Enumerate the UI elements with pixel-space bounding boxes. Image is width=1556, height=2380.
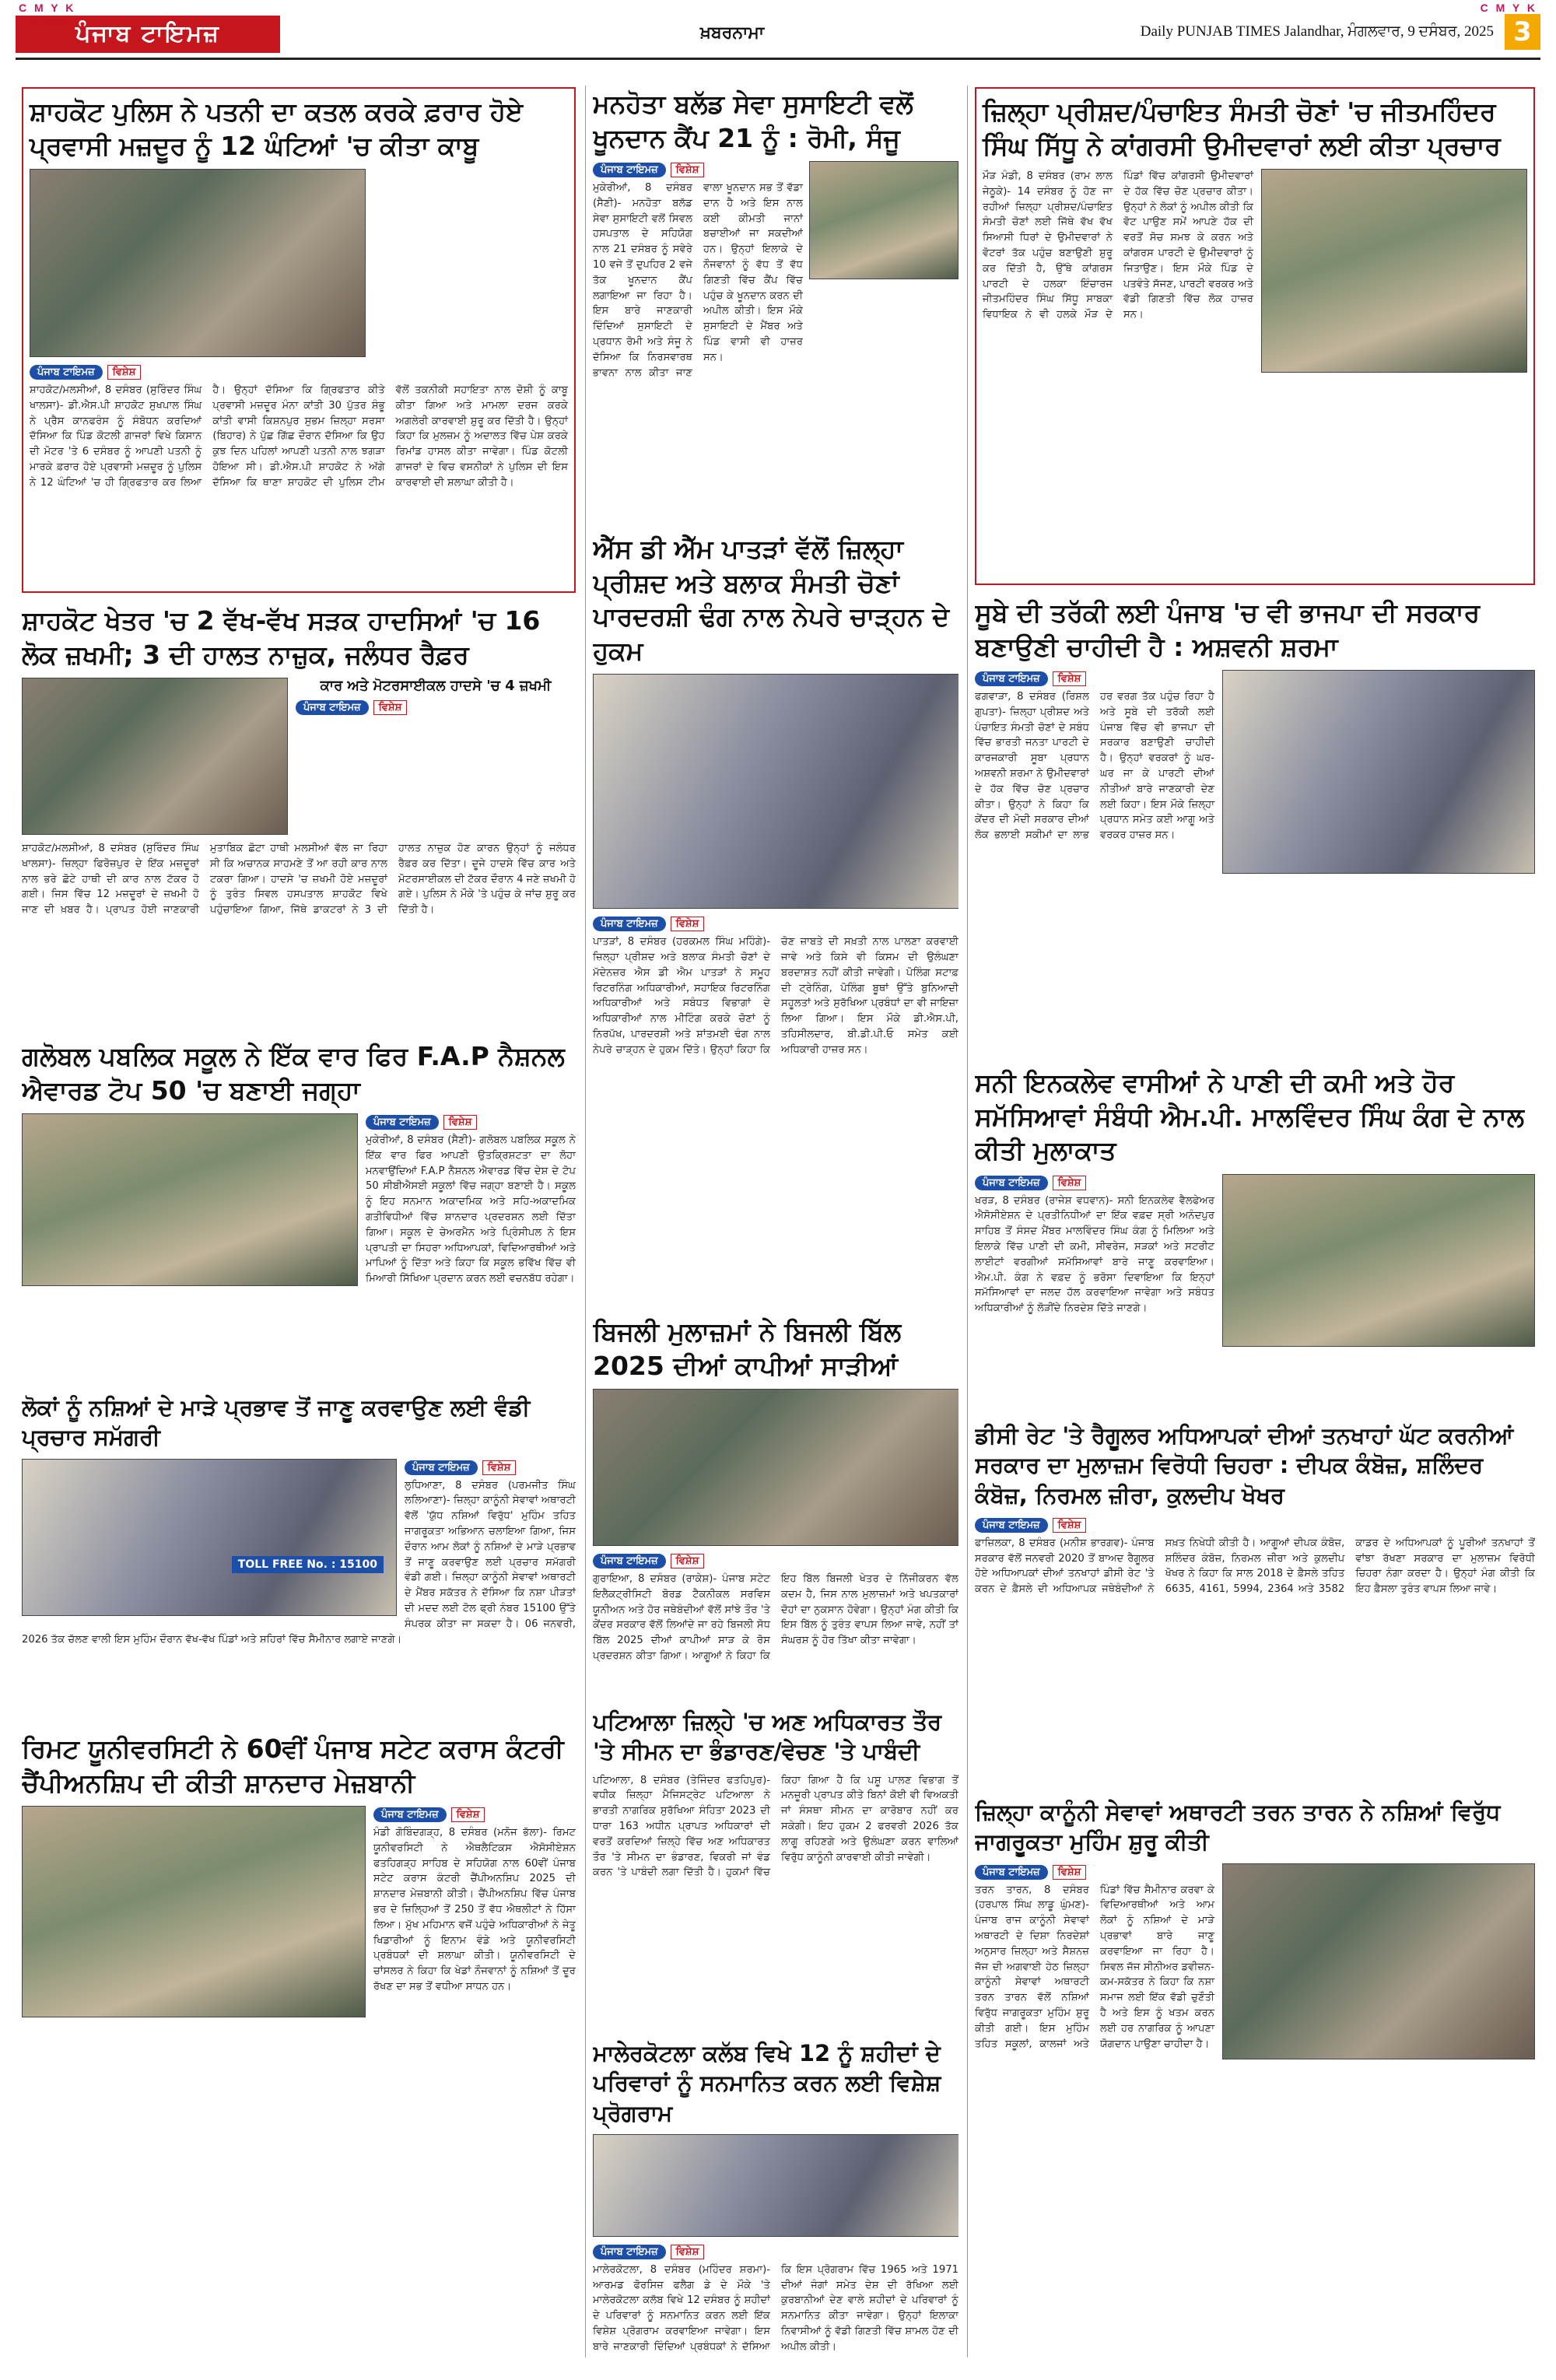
byline-tag: ਪੰਜਾਬ ਟਾਇਮਜ਼ ਵਿਸ਼ੇਸ਼ bbox=[593, 1555, 704, 1567]
story-body: ਮੁਕੇਰੀਆਂ, 8 ਦਸੰਬਰ (ਸੈਣੀ)- ਮਨਹੋਤਾ ਬਲੱਡ ਸੇਵਾ ਸੁਸਾਇਟੀ ਵਲੋਂ ਸਿਵਲ ਹਸਪਤਾਲ ਦੇ ਸਹਿਯੋਗ ਨਾਲ 21 ਦਸੰਬਰ ਨੂੰ ਸਵੇਰੇ 10 ਵਜੇ ਤੋਂ ਦੁਪਹਿਰ 2 ਵਜੇ ਤੱਕ ਖੂਨਦਾਨ ਕੈਂਪ ਲਗਾਇਆ ਜਾ ਰਿਹਾ ਹੈ। ਇਸ ਬਾਰੇ ਜਾਣਕਾਰੀ ਦਿੰਦਿਆਂ ਸੁਸਾਇਟੀ ਦੇ ਪ੍ਰਧਾਨ ਰੋਮੀ ਅਤੇ ਸੰਜੂ ਨੇ ਦੱਸਿਆ ਕਿ ਨਿਰਸਵਾਰਥ ਭਾਵਨਾ ਨਾਲ ਕੀਤਾ ਜਾਣ ਵਾਲਾ ਖੂਨਦਾਨ ਸਭ ਤੋਂ ਵੱਡਾ ਦਾਨ ਹੈ ਅਤੇ ਇਸ ਨਾਲ ਕਈ ਕੀਮਤੀ ਜਾਨਾਂ ਬਚਾਈਆਂ ਜਾ ਸਕਦੀਆਂ ਹਨ। ਉਨ੍ਹਾਂ ਇਲਾਕੇ ਦੇ ਨੌਜਵਾਨਾਂ ਨੂੰ ਵੱਧ ਤੋਂ ਵੱਧ ਗਿਣਤੀ ਵਿੱਚ ਕੈਂਪ ਵਿੱਚ ਪਹੁੰਚ ਕੇ ਖੂਨਦਾਨ ਕਰਨ ਦੀ ਅਪੀਲ ਕੀਤੀ। ਇਸ ਮੌਕੇ ਸੁਸਾਇਟੀ ਦੇ ਮੈਂਬਰ ਅਤੇ ਪਿੰਡ ਵਾਸੀ ਵੀ ਹਾਜ਼ਰ ਸਨ। bbox=[593, 182, 803, 379]
story-body: ਮੁਕੇਰੀਆਂ, 8 ਦਸੰਬਰ (ਸੈਣੀ)- ਗਲੋਬਲ ਪਬਲਿਕ ਸਕੂਲ ਨੇ ਇੱਕ ਵਾਰ ਫਿਰ ਆਪਣੀ ਉਤਕ੍ਰਿਸ਼ਟਤਾ ਦਾ ਲੋਹਾ ਮਨਵਾਉਂਦਿਆਂ F.A.P ਨੈਸ਼ਨਲ ਐਵਾਰਡ ਵਿੱਚ ਦੇਸ਼ ਦੇ ਟੋਪ 50 ਸੀਬੀਐਸਈ ਸਕੂਲਾਂ ਵਿੱਚ ਜਗ੍ਹਾ ਬਣਾਈ ਹੈ। ਸਕੂਲ ਨੂੰ ਇਹ ਸਨਮਾਨ ਅਕਾਦਮਿਕ ਅਤੇ ਸਹਿ-ਅਕਾਦਮਿਕ ਗਤੀਵਿਧੀਆਂ ਵਿੱਚ ਸ਼ਾਨਦਾਰ ਪ੍ਰਦਰਸ਼ਨ ਲਈ ਦਿੱਤਾ ਗਿਆ। ਸਕੂਲ ਦੇ ਚੇਅਰਮੈਨ ਅਤੇ ਪ੍ਰਿੰਸੀਪਲ ਨੇ ਇਸ ਪ੍ਰਾਪਤੀ ਦਾ ਸਿਹਰਾ ਅਧਿਆਪਕਾਂ, ਵਿਦਿਆਰਥੀਆਂ ਅਤੇ ਮਾਪਿਆਂ ਨੂੰ ਦਿੱਤਾ ਅਤੇ ਕਿਹਾ ਕਿ ਸਕੂਲ ਭਵਿੱਖ ਵਿੱਚ ਵੀ ਮਿਆਰੀ ਸਿੱਖਿਆ ਪ੍ਰਦਾਨ ਕਰਨ ਲਈ ਵਚਨਬੱਧ ਰਹੇਗਾ। bbox=[366, 1134, 576, 1285]
photo-organisers bbox=[809, 161, 958, 279]
story-body: ਪਾਤੜਾਂ, 8 ਦਸੰਬਰ (ਹਰਕਮਲ ਸਿੰਘ ਮਹਿੰਗੇ)- ਜ਼ਿਲ੍ਹਾ ਪ੍ਰੀਸ਼ਦ ਅਤੇ ਬਲਾਕ ਸੰਮਤੀ ਚੋਣਾਂ ਦੇ ਮੱਦੇਨਜ਼ਰ ਐਸ ਡੀ ਐਮ ਪਾਤੜਾਂ ਨੇ ਸਮੂਹ ਰਿਟਰਨਿੰਗ ਅਧਿਕਾਰੀਆਂ, ਸਹਾਇਕ ਰਿਟਰਨਿੰਗ ਅਧਿਕਾਰੀਆਂ ਅਤੇ ਸਬੰਧਤ ਵਿਭਾਗਾਂ ਦੇ ਅਧਿਕਾਰੀਆਂ ਨਾਲ ਮੀਟਿੰਗ ਕਰਕੇ ਚੋਣਾਂ ਨੂੰ ਨਿਰਪੱਖ, ਪਾਰਦਰਸ਼ੀ ਅਤੇ ਸ਼ਾਂਤਮਈ ਢੰਗ ਨਾਲ ਨੇਪਰੇ ਚਾੜ੍ਹਨ ਦੇ ਹੁਕਮ ਦਿੱਤੇ। ਉਨ੍ਹਾਂ ਕਿਹਾ ਕਿ ਚੋਣ ਜ਼ਾਬਤੇ ਦੀ ਸਖ਼ਤੀ ਨਾਲ ਪਾਲਣਾ ਕਰਵਾਈ ਜਾਵੇ ਅਤੇ ਕਿਸੇ ਵੀ ਕਿਸਮ ਦੀ ਉਲੰਘਣਾ ਬਰਦਾਸ਼ਤ ਨਹੀਂ ਕੀਤੀ ਜਾਵੇਗੀ। ਪੋਲਿੰਗ ਸਟਾਫ਼ ਦੀ ਟ੍ਰੇਨਿੰਗ, ਪੋਲਿੰਗ ਬੂਥਾਂ ਉੱਤੇ ਬੁਨਿਆਦੀ ਸਹੂਲਤਾਂ ਅਤੇ ਸੁਰੱਖਿਆ ਪ੍ਰਬੰਧਾਂ ਦਾ ਵੀ ਜਾਇਜ਼ਾ ਲਿਆ ਗਿਆ। ਇਸ ਮੌਕੇ ਡੀ.ਐਸ.ਪੀ, ਤਹਿਸੀਲਦਾਰ, ਬੀ.ਡੀ.ਪੀ.ਓ ਸਮੇਤ ਕਈ ਅਧਿਕਾਰੀ ਹਾਜ਼ਰ ਸਨ। bbox=[593, 936, 958, 1056]
story-shahkot-police bbox=[22, 87, 576, 593]
photo-organisers-meeting bbox=[593, 2134, 958, 2237]
story-body: ਗੁਰਾਇਆ, 8 ਦਸੰਬਰ (ਰਾਕੇਸ਼)- ਪੰਜਾਬ ਸਟੇਟ ਇਲੈਕਟ੍ਰੀਸਿਟੀ ਬੋਰਡ ਟੈਕਨੀਕਲ ਸਰਵਿਸ ਯੂਨੀਅਨ ਅਤੇ ਹੋਰ ਜਥੇਬੰਦੀਆਂ ਵੱਲੋਂ ਸਾਂਝੇ ਤੌਰ 'ਤੇ ਕੇਂਦਰ ਸਰਕਾਰ ਵੱਲੋਂ ਲਿਆਂਦੇ ਜਾ ਰਹੇ ਬਿਜਲੀ ਸੋਧ ਬਿੱਲ 2025 ਦੀਆਂ ਕਾਪੀਆਂ ਸਾੜ ਕੇ ਰੋਸ ਪ੍ਰਦਰਸ਼ਨ ਕੀਤਾ ਗਿਆ। ਆਗੂਆਂ ਨੇ ਕਿਹਾ ਕਿ ਇਹ ਬਿੱਲ ਬਿਜਲੀ ਖੇਤਰ ਦੇ ਨਿੱਜੀਕਰਨ ਵੱਲ ਕਦਮ ਹੈ, ਜਿਸ ਨਾਲ ਮੁਲਾਜ਼ਮਾਂ ਅਤੇ ਖਪਤਕਾਰਾਂ ਦੋਹਾਂ ਦਾ ਨੁਕਸਾਨ ਹੋਵੇਗਾ। ਉਨ੍ਹਾਂ ਮੰਗ ਕੀਤੀ ਕਿ ਇਸ ਬਿੱਲ ਨੂੰ ਤੁਰੰਤ ਵਾਪਸ ਲਿਆ ਜਾਵੇ, ਨਹੀਂ ਤਾਂ ਸੰਘਰਸ਼ ਨੂੰ ਹੋਰ ਤਿੱਖਾ ਕੀਤਾ ਜਾਵੇਗਾ। bbox=[593, 1573, 958, 1663]
photo-officials-meeting bbox=[593, 674, 958, 909]
logo-tagline: ਸਭ ਦਾ ਅਖਬਾਰ bbox=[20, 18, 72, 28]
story-body: ਮੌੜ ਮੰਡੀ, 8 ਦਸੰਬਰ (ਰਾਮ ਲਾਲ ਜੇਠੂਕੇ)- 14 ਦਸੰਬਰ ਨੂੰ ਹੋਣ ਜਾ ਰਹੀਆਂ ਜ਼ਿਲ੍ਹਾ ਪ੍ਰੀਸ਼ਦ/ਪੰਚਾਇਤ ਸੰਮਤੀ ਚੋਣਾਂ ਲਈ ਜਿੱਥੇ ਵੱਖ ਵੱਖ ਸਿਆਸੀ ਧਿਰਾਂ ਦੇ ਉਮੀਦਵਾਰਾਂ ਨੇ ਵੋਟਰਾਂ ਤੱਕ ਪਹੁੰਚ ਬਣਾਉਣੀ ਸ਼ੁਰੂ ਕਰ ਦਿੱਤੀ ਹੈ, ਉੱਥੇ ਕਾਂਗਰਸ ਪਾਰਟੀ ਦੇ ਹਲਕਾ ਇੰਚਾਰਜ ਜੀਤਮਹਿੰਦਰ ਸਿੰਘ ਸਿੱਧੂ ਸਾਬਕਾ ਵਿਧਾਇਕ ਨੇ ਵੀ ਹਲਕੇ ਮੌੜ ਦੇ ਪਿੰਡਾਂ ਵਿੱਚ ਕਾਂਗਰਸੀ ਉਮੀਦਵਾਰਾਂ ਦੇ ਹੱਕ ਵਿੱਚ ਚੋਣ ਪ੍ਰਚਾਰ ਕੀਤਾ। ਉਨ੍ਹਾਂ ਨੇ ਲੋਕਾਂ ਨੂੰ ਅਪੀਲ ਕੀਤੀ ਕਿ ਵੋਟ ਪਾਉਣ ਸਮੇਂ ਆਪਣੇ ਹੱਕ ਦੀ ਵਰਤੋਂ ਸੋਚ ਸਮਝ ਕੇ ਕਰਨ ਅਤੇ ਕਾਂਗਰਸ ਪਾਰਟੀ ਦੇ ਉਮੀਦਵਾਰਾਂ ਨੂੰ ਜਿਤਾਉਣ। ਇਸ ਮੌਕੇ ਪਿੰਡ ਦੇ ਪਤਵੰਤੇ ਸੱਜਣ, ਪਾਰਟੀ ਵਰਕਰ ਅਤੇ ਵੱਡੀ ਗਿਣਤੀ ਵਿੱਚ ਲੋਕ ਹਾਜ਼ਰ ਸਨ। bbox=[983, 170, 1253, 321]
headline: ਡੀਸੀ ਰੇਟ 'ਤੇ ਰੈਗੂਲਰ ਅਧਿਆਪਕਾਂ ਦੀਆਂ ਤਨਖਾਹਾਂ ਘੱਟ ਕਰਨੀਆਂ ਸਰਕਾਰ ਦਾ ਮੁਲਾਜ਼ਮ ਵਿਰੋਧੀ ਚਿਹਰਾ : ਦੀਪਕ ਕੰਬੋਜ਼, ਸ਼ਲਿੰਦਰ ਕੰਬੋਜ਼, ਨਿਰਮਲ ਜ਼ੀਰਾ, ਕੁਲਦੀਪ ਖੋਖਰ bbox=[975, 1422, 1514, 1509]
byline-tag: ਪੰਜਾਬ ਟਾਇਮਜ਼ ਵਿਸ਼ੇਸ਼ bbox=[593, 164, 704, 176]
story-body: ਮੰਡੀ ਗੋਬਿੰਦਗੜ੍ਹ, 8 ਦਸੰਬਰ (ਮਨੋਜ ਭੱਲਾ)- ਰਿਮਟ ਯੂਨੀਵਰਸਿਟੀ ਨੇ ਐਥਲੈਟਿਕਸ ਐਸੋਸੀਏਸ਼ਨ ਫਤਹਿਗੜ੍ਹ ਸਾਹਿਬ ਦੇ ਸਹਿਯੋਗ ਨਾਲ 60ਵੀਂ ਪੰਜਾਬ ਸਟੇਟ ਕਰਾਸ ਕੰਟਰੀ ਚੈਂਪੀਅਨਸ਼ਿਪ 2025 ਦੀ ਸ਼ਾਨਦਾਰ ਮੇਜ਼ਬਾਨੀ ਕੀਤੀ। ਚੈਂਪੀਅਨਸ਼ਿਪ ਵਿੱਚ ਪੰਜਾਬ ਭਰ ਦੇ ਜ਼ਿਲ੍ਹਿਆਂ ਤੋਂ 250 ਤੋਂ ਵੱਧ ਐਥਲੀਟਾਂ ਨੇ ਹਿੱਸਾ ਲਿਆ। ਮੁੱਖ ਮਹਿਮਾਨ ਵਜੋਂ ਪਹੁੰਚੇ ਅਧਿਕਾਰੀਆਂ ਨੇ ਜੇਤੂ ਖਿਡਾਰੀਆਂ ਨੂੰ ਇਨਾਮ ਵੰਡੇ ਅਤੇ ਯੂਨੀਵਰਸਿਟੀ ਪ੍ਰਬੰਧਕਾਂ ਦੀ ਸ਼ਲਾਘਾ ਕੀਤੀ। ਯੂਨੀਵਰਸਿਟੀ ਦੇ ਚਾਂਸਲਰ ਨੇ ਕਿਹਾ ਕਿ ਖੇਡਾਂ ਨੌਜਵਾਨਾਂ ਨੂੰ ਨਸ਼ਿਆਂ ਤੋਂ ਦੂਰ ਰੱਖਣ ਦਾ ਸਭ ਤੋਂ ਵਧੀਆ ਸਾਧਨ ਹਨ। bbox=[373, 1827, 576, 1993]
story-body: ਸ਼ਾਹਕੋਟ/ਮਲਸੀਆਂ, 8 ਦਸੰਬਰ (ਸੁਰਿੰਦਰ ਸਿੰਘ ਖਾਲਸਾ)- ਜ਼ਿਲ੍ਹਾ ਫਿਰੋਜ਼ਪੁਰ ਦੇ ਇੱਕ ਮਜ਼ਦੂਰਾਂ ਨਾਲ ਭਰੇ ਛੋਟੇ ਹਾਥੀ ਦੀ ਕਾਰ ਨਾਲ ਟੱਕਰ ਹੋ ਗਈ। ਜਿਸ ਵਿੱਚ 12 ਮਜ਼ਦੂਰਾਂ ਦੇ ਜ਼ਖਮੀ ਹੋ ਜਾਣ ਦੀ ਖ਼ਬਰ ਹੈ। ਪ੍ਰਾਪਤ ਹੋਈ ਜਾਣਕਾਰੀ ਮੁਤਾਬਿਕ ਛੋਟਾ ਹਾਥੀ ਮਲਸੀਆਂ ਵੱਲ ਜਾ ਰਿਹਾ ਸੀ ਕਿ ਅਚਾਨਕ ਸਾਹਮਣੇ ਤੋਂ ਆ ਰਹੀ ਕਾਰ ਨਾਲ ਟਕਰਾ ਗਿਆ। ਹਾਦਸੇ 'ਚ ਜ਼ਖਮੀ ਹੋਏ ਮਜ਼ਦੂਰਾਂ ਨੂੰ ਤੁਰੰਤ ਸਿਵਲ ਹਸਪਤਾਲ ਸ਼ਾਹਕੋਟ ਵਿਖੇ ਪਹੁੰਚਾਇਆ ਗਿਆ, ਜਿੱਥੇ ਡਾਕਟਰਾਂ ਨੇ 3 ਦੀ ਹਾਲਤ ਨਾਜ਼ੁਕ ਹੋਣ ਕਾਰਨ ਉਨ੍ਹਾਂ ਨੂੰ ਜਲੰਧਰ ਰੈਫ਼ਰ ਕਰ ਦਿੱਤਾ। ਦੂਜੇ ਹਾਦਸੇ ਵਿੱਚ ਕਾਰ ਅਤੇ ਮੋਟਰਸਾਈਕਲ ਦੀ ਟੱਕਰ ਦੌਰਾਨ 4 ਜਣੇ ਜ਼ਖਮੀ ਹੋ ਗਏ। ਪੁਲਿਸ ਨੇ ਮੌਕੇ 'ਤੇ ਪਹੁੰਚ ਕੇ ਜਾਂਚ ਸ਼ੁਰੂ ਕਰ ਦਿੱਤੀ ਹੈ। bbox=[22, 843, 576, 917]
section-name: ਖ਼ਬਰਨਾਮਾ bbox=[700, 23, 765, 43]
headline: ਜ਼ਿਲ੍ਹਾ ਪ੍ਰੀਸ਼ਦ/ਪੰਚਾਇਤ ਸੰਮਤੀ ਚੋਣਾਂ 'ਚ ਜੀਤਮਹਿੰਦਰ ਸਿੰਘ ਸਿੱਧੂ ਨੇ ਕਾਂਗਰਸੀ ਉਮੀਦਵਾਰਾਂ ਲਈ ਕੀਤਾ ਪ੍ਰਚਾਰ bbox=[983, 96, 1501, 161]
headline: ਸ਼ਾਹਕੋਟ ਪੁਲਿਸ ਨੇ ਪਤਨੀ ਦਾ ਕਤਲ ਕਰਕੇ ਫ਼ਰਾਰ ਹੋਏ ਪ੍ਰਵਾਸੀ ਮਜ਼ਦੂਰ ਨੂੰ 12 ਘੰਟਿਆਂ 'ਚ ਕੀਤਾ ਕਾਬੂ bbox=[30, 96, 523, 161]
headline: ਰਿਮਟ ਯੂਨੀਵਰਸਿਟੀ ਨੇ 60ਵੀਂ ਪੰਜਾਬ ਸਟੇਟ ਕਰਾਸ ਕੰਟਰੀ ਚੈਂਪੀਅਨਸ਼ਿਪ ਦੀ ਕੀਤੀ ਸ਼ਾਨਦਾਰ ਮੇਜ਼ਬਾਨੀ bbox=[22, 1733, 564, 1798]
byline-tag: ਪੰਜਾਬ ਟਾਇਮਜ਼ ਵਿਸ਼ੇਸ਼ bbox=[593, 918, 704, 930]
cmyk-marks-left: C M Y K bbox=[19, 2, 76, 14]
story-global-public-school bbox=[22, 1039, 576, 1382]
cmyk-marks-right: C M Y K bbox=[1480, 2, 1537, 14]
byline-tag: ਪੰਜਾਬ ਟਾਇਮਜ਼ ਵਿਸ਼ੇਸ਼ bbox=[30, 366, 141, 378]
photo-delegation-meeting bbox=[1222, 1174, 1535, 1347]
headline: ਪਟਿਆਲਾ ਜ਼ਿਲ੍ਹੇ 'ਚ ਅਣ ਅਧਿਕਾਰਤ ਤੌਰ 'ਤੇ ਸੀਮਨ ਦਾ ਭੰਡਾਰਣ/ਵੇਚਣ 'ਤੇ ਪਾਬੰਦੀ bbox=[593, 1709, 942, 1765]
headline: ਮਾਲੇਰਕੋਟਲਾ ਕਲੱਬ ਵਿਖੇ 12 ਨੂੰ ਸ਼ਹੀਦਾਂ ਦੇ ਪਰਿਵਾਰਾਂ ਨੂੰ ਸਨਮਾਨਿਤ ਕਰਨ ਲਈ ਵਿਸ਼ੇਸ਼ ਪ੍ਰੋਗਰਾਮ bbox=[593, 2040, 941, 2126]
story-sdm-patran-elections bbox=[593, 532, 958, 1302]
page-number: 3 bbox=[1505, 14, 1540, 50]
byline-tag: ਪੰਜਾਬ ਟਾਇਮਜ਼ ਵਿਸ਼ੇਸ਼ bbox=[373, 1809, 485, 1821]
byline-tag: ਪੰਜਾਬ ਟਾਇਮਜ਼ ਵਿਸ਼ੇਸ਼ bbox=[975, 1519, 1086, 1531]
photo-bjp-meeting bbox=[1222, 670, 1535, 874]
headline: ਸੂਬੇ ਦੀ ਤਰੱਕੀ ਲਈ ਪੰਜਾਬ 'ਚ ਵੀ ਭਾਜਪਾ ਦੀ ਸਰਕਾਰ ਬਣਾਉਣੀ ਚਾਹੀਦੀ ਹੈ : ਅਸ਼ਵਨੀ ਸ਼ਰਮਾ bbox=[975, 598, 1481, 662]
story-tarn-taran-legal-services bbox=[975, 1797, 1535, 2357]
story-electricity-bill-protest bbox=[593, 1315, 958, 1696]
masthead bbox=[16, 14, 1540, 60]
toll-free-banner: TOLL FREE No. : 15100 bbox=[232, 1556, 384, 1573]
dateline: Daily PUNJAB TIMES Jalandhar, ਮੰਗਲਵਾਰ, 9 ਦਸੰਬਰ, 2025 bbox=[1140, 23, 1494, 40]
byline-tag: ਪੰਜਾਬ ਟਾਇਮਜ਼ ਵਿਸ਼ੇਸ਼ bbox=[296, 702, 407, 713]
headline: ਬਿਜਲੀ ਮੁਲਾਜ਼ਮਾਂ ਨੇ ਬਿਜਲੀ ਬਿੱਲ 2025 ਦੀਆਂ ਕਾਪੀਆਂ ਸਾੜੀਆਂ bbox=[593, 1316, 902, 1381]
story-malerkotla-martyrs bbox=[593, 2038, 958, 2357]
headline: ਸ਼ਾਹਕੋਟ ਖੇਤਰ 'ਚ 2 ਵੱਖ-ਵੱਖ ਸੜਕ ਹਾਦਸਿਆਂ 'ਚ 16 ਲੋਕ ਜ਼ਖਮੀ; 3 ਦੀ ਹਾਲਤ ਨਾਜ਼ੁਕ, ਜਲੰਧਰ ਰੈਫ਼ਰ bbox=[22, 605, 541, 670]
story-body: ਪਟਿਆਲਾ, 8 ਦਸੰਬਰ (ਤੇਜਿੰਦਰ ਫਤਹਿਪੁਰ)- ਵਧੀਕ ਜ਼ਿਲ੍ਹਾ ਮੈਜਿਸਟ੍ਰੇਟ ਪਟਿਆਲਾ ਨੇ ਭਾਰਤੀ ਨਾਗਰਿਕ ਸੁਰੱਖਿਆ ਸੰਹਿਤਾ 2023 ਦੀ ਧਾਰਾ 163 ਅਧੀਨ ਪ੍ਰਾਪਤ ਅਧਿਕਾਰਾਂ ਦੀ ਵਰਤੋਂ ਕਰਦਿਆਂ ਜ਼ਿਲ੍ਹੇ ਵਿੱਚ ਅਣ ਅਧਿਕਾਰਤ ਤੌਰ 'ਤੇ ਸੀਮਨ ਦਾ ਭੰਡਾਰਣ, ਵਿਕਰੀ ਜਾਂ ਵੰਡ ਕਰਨ 'ਤੇ ਪਾਬੰਦੀ ਲਗਾ ਦਿੱਤੀ ਹੈ। ਹੁਕਮਾਂ ਵਿੱਚ ਕਿਹਾ ਗਿਆ ਹੈ ਕਿ ਪਸ਼ੂ ਪਾਲਣ ਵਿਭਾਗ ਤੋਂ ਮਨਜ਼ੂਰੀ ਪ੍ਰਾਪਤ ਕੀਤੇ ਬਿਨਾਂ ਕੋਈ ਵੀ ਵਿਅਕਤੀ ਜਾਂ ਸੰਸਥਾ ਸੀਮਨ ਦਾ ਕਾਰੋਬਾਰ ਨਹੀਂ ਕਰ ਸਕੇਗੀ। ਇਹ ਹੁਕਮ 2 ਫਰਵਰੀ 2026 ਤੱਕ ਲਾਗੂ ਰਹਿਣਗੇ ਅਤੇ ਉਲੰਘਣਾ ਕਰਨ ਵਾਲਿਆਂ ਵਿਰੁੱਧ ਕਾਨੂੰਨੀ ਕਾਰਵਾਈ ਕੀਤੀ ਜਾਵੇਗੀ। bbox=[593, 1774, 958, 1879]
story-blood-donation-camp bbox=[593, 87, 958, 523]
headline: ਸਨੀ ਇਨਕਲੇਵ ਵਾਸੀਆਂ ਨੇ ਪਾਣੀ ਦੀ ਕਮੀ ਅਤੇ ਹੋਰ ਸਮੱਸਿਆਵਾਂ ਸੰਬੰਧੀ ਐਮ.ਪੀ. ਮਾਲਵਿੰਦਰ ਸਿੰਘ ਕੰਗ ਦੇ ਨਾਲ ਕੀਤੀ ਮੁਲਾਕਾਤ bbox=[975, 1067, 1525, 1166]
photo-seminar-students bbox=[1222, 1863, 1535, 2059]
byline-tag: ਪੰਜਾਬ ਟਾਇਮਜ਼ ਵਿਸ਼ੇਸ਼ bbox=[366, 1116, 477, 1128]
story-body: ਫਾਜ਼ਿਲਕਾ, 8 ਦਸੰਬਰ (ਮਨੀਸ਼ ਭਾਰਗਵ)- ਪੰਜਾਬ ਸਰਕਾਰ ਵੱਲੋਂ ਜਨਵਰੀ 2020 ਤੋਂ ਬਾਅਦ ਰੈਗੂਲਰ ਹੋਏ ਅਧਿਆਪਕਾਂ ਦੀਆਂ ਤਨਖਾਹਾਂ ਡੀਸੀ ਰੇਟ 'ਤੇ ਕਰਨ ਦੇ ਫ਼ੈਸਲੇ ਦੀ ਅਧਿਆਪਕ ਜਥੇਬੰਦੀਆਂ ਨੇ ਸਖ਼ਤ ਨਿਖੇਧੀ ਕੀਤੀ ਹੈ। ਆਗੂਆਂ ਦੀਪਕ ਕੰਬੋਜ਼, ਸ਼ਲਿੰਦਰ ਕੰਬੋਜ਼, ਨਿਰਮਲ ਜ਼ੀਰਾ ਅਤੇ ਕੁਲਦੀਪ ਖੋਖਰ ਨੇ ਕਿਹਾ ਕਿ ਸਾਲ 2018 ਦੇ ਫ਼ੈਸਲੇ ਤਹਿਤ 6635, 4161, 5994, 2364 ਅਤੇ 3582 ਕਾਡਰ ਦੇ ਅਧਿਆਪਕਾਂ ਨੂੰ ਪੂਰੀਆਂ ਤਨਖਾਹਾਂ ਤੋਂ ਵਾਂਝਾ ਰੱਖਣਾ ਸਰਕਾਰ ਦਾ ਮੁਲਾਜ਼ਮ ਵਿਰੋਧੀ ਚਿਹਰਾ ਨੰਗਾ ਕਰਦਾ ਹੈ। ਉਨ੍ਹਾਂ ਮੰਗ ਕੀਤੀ ਕਿ ਇਹ ਫ਼ੈਸਲਾ ਤੁਰੰਤ ਵਾਪਸ ਲਿਆ ਜਾਵੇ। bbox=[975, 1537, 1535, 1596]
story-body: ਖਰੜ, 8 ਦਸੰਬਰ (ਰਾਜੇਸ਼ ਵਧਵਾਨ)- ਸਨੀ ਇਨਕਲੇਵ ਵੈਲਫੇਅਰ ਐਸੋਸੀਏਸ਼ਨ ਦੇ ਪ੍ਰਤੀਨਿਧੀਆਂ ਦਾ ਇੱਕ ਵਫ਼ਦ ਸ੍ਰੀ ਅਨੰਦਪੁਰ ਸਾਹਿਬ ਤੋਂ ਸੰਸਦ ਮੈਂਬਰ ਮਾਲਵਿੰਦਰ ਸਿੰਘ ਕੰਗ ਨੂੰ ਮਿਲਿਆ ਅਤੇ ਇਲਾਕੇ ਵਿੱਚ ਪਾਣੀ ਦੀ ਕਮੀ, ਸੀਵਰੇਜ, ਸੜਕਾਂ ਅਤੇ ਸਟਰੀਟ ਲਾਈਟਾਂ ਵਰਗੀਆਂ ਸਮੱਸਿਆਵਾਂ ਬਾਰੇ ਜਾਣੂ ਕਰਵਾਇਆ। ਐਮ.ਪੀ. ਕੰਗ ਨੇ ਵਫ਼ਦ ਨੂੰ ਭਰੋਸਾ ਦਿਵਾਇਆ ਕਿ ਇਨ੍ਹਾਂ ਸਮੱਸਿਆਵਾਂ ਦਾ ਜਲਦ ਹੱਲ ਕਰਵਾਇਆ ਜਾਵੇਗਾ ਅਤੇ ਸਬੰਧਤ ਅਧਿਕਾਰੀਆਂ ਨੂੰ ਲੋੜੀਂਦੇ ਨਿਰਦੇਸ਼ ਦਿੱਤੇ ਜਾਣਗੇ। bbox=[975, 1194, 1214, 1315]
story-shahkot-road-accidents bbox=[22, 604, 576, 1028]
photo-employees-protest bbox=[593, 1389, 958, 1546]
byline-tag: ਪੰਜਾਬ ਟਾਇਮਜ਼ ਵਿਸ਼ੇਸ਼ bbox=[593, 2246, 704, 2258]
byline-tag: ਪੰਜਾਬ ਟਾਇਮਜ਼ ਵਿਸ਼ੇਸ਼ bbox=[975, 1177, 1086, 1189]
story-body: ਫਗਵਾੜਾ, 8 ਦਸੰਬਰ (ਰਿਸ਼ਲ ਗੁਪਤਾ)- ਜ਼ਿਲ੍ਹਾ ਪ੍ਰੀਸ਼ਦ ਅਤੇ ਪੰਚਾਇਤ ਸੰਮਤੀ ਚੋਣਾਂ ਦੇ ਸਬੰਧ ਵਿੱਚ ਭਾਰਤੀ ਜਨਤਾ ਪਾਰਟੀ ਦੇ ਕਾਰਜਕਾਰੀ ਸੂਬਾ ਪ੍ਰਧਾਨ ਅਸ਼ਵਨੀ ਸ਼ਰਮਾ ਨੇ ਉਮੀਦਵਾਰਾਂ ਦੇ ਹੱਕ ਵਿੱਚ ਚੋਣ ਪ੍ਰਚਾਰ ਕੀਤਾ। ਉਨ੍ਹਾਂ ਨੇ ਕਿਹਾ ਕਿ ਕੇਂਦਰ ਦੀ ਮੋਦੀ ਸਰਕਾਰ ਦੀਆਂ ਲੋਕ ਭਲਾਈ ਸਕੀਮਾਂ ਦਾ ਲਾਭ ਹਰ ਵਰਗ ਤੱਕ ਪਹੁੰਚ ਰਿਹਾ ਹੈ ਅਤੇ ਸੂਬੇ ਦੀ ਤਰੱਕੀ ਲਈ ਪੰਜਾਬ ਵਿੱਚ ਵੀ ਭਾਜਪਾ ਦੀ ਸਰਕਾਰ ਬਣਾਉਣੀ ਚਾਹੀਦੀ ਹੈ। ਉਨ੍ਹਾਂ ਵਰਕਰਾਂ ਨੂੰ ਘਰ-ਘਰ ਜਾ ਕੇ ਪਾਰਟੀ ਦੀਆਂ ਨੀਤੀਆਂ ਬਾਰੇ ਜਾਣਕਾਰੀ ਦੇਣ ਲਈ ਕਿਹਾ। ਇਸ ਮੌਕੇ ਜ਼ਿਲ੍ਹਾ ਪ੍ਰਧਾਨ ਸਮੇਤ ਕਈ ਆਗੂ ਅਤੇ ਵਰਕਰ ਹਾਜ਼ਰ ਸਨ। bbox=[975, 691, 1214, 842]
headline: ਮਨਹੋਤਾ ਬਲੱਡ ਸੇਵਾ ਸੁਸਾਇਟੀ ਵਲੋਂ ਖੂਨਦਾਨ ਕੈਂਪ 21 ਨੂੰ : ਰੋਮੀ, ਸੰਜੂ bbox=[593, 89, 913, 153]
headline: ਜ਼ਿਲ੍ਹਾ ਕਾਨੂੰਨੀ ਸੇਵਾਵਾਂ ਅਥਾਰਟੀ ਤਰਨ ਤਾਰਨ ਨੇ ਨਸ਼ਿਆਂ ਵਿਰੁੱਧ ਜਾਗਰੂਕਤਾ ਮੁਹਿੰਮ ਸ਼ੁਰੂ ਕੀਤੀ bbox=[975, 1799, 1501, 1856]
headline: ਗਲੋਬਲ ਪਬਲਿਕ ਸਕੂਲ ਨੇ ਇੱਕ ਵਾਰ ਫਿਰ F.A.P ਨੈਸ਼ਨਲ ਐਵਾਰਡ ਟੋਪ 50 'ਚ ਬਣਾਈ ਜਗ੍ਹਾ bbox=[22, 1041, 565, 1106]
photo-awareness-banner bbox=[22, 1459, 397, 1616]
photo-prize-distribution bbox=[22, 1806, 366, 2017]
story-anti-drug-material bbox=[22, 1393, 576, 1719]
subhead: ਕਾਰ ਅਤੇ ਮੋਟਰਸਾਈਕਲ ਹਾਦਸੇ 'ਚ 4 ਜ਼ਖਮੀ bbox=[320, 678, 552, 695]
column-rule bbox=[967, 86, 968, 2357]
byline-tag: ਪੰਜਾਬ ਟਾਇਮਜ਼ ਵਿਸ਼ੇਸ਼ bbox=[975, 1866, 1086, 1878]
story-rimt-cross-country bbox=[22, 1732, 576, 2354]
column-rule bbox=[585, 86, 586, 2357]
photo-injured-hospital bbox=[22, 678, 288, 835]
newspaper-logo bbox=[16, 16, 280, 53]
story-body: ਲੁਧਿਆਣਾ, 8 ਦਸੰਬਰ (ਪਰਮਜੀਤ ਸਿੰਘ ਲਲਿਆਣਾ)- ਜ਼ਿਲ੍ਹਾ ਕਾਨੂੰਨੀ ਸੇਵਾਵਾਂ ਅਥਾਰਟੀ ਵੱਲੋਂ 'ਯੁੱਧ ਨਸ਼ਿਆਂ ਵਿਰੁੱਧ' ਮੁਹਿੰਮ ਤਹਿਤ ਜਾਗਰੂਕਤਾ ਅਭਿਆਨ ਚਲਾਇਆ ਗਿਆ, ਜਿਸ ਦੌਰਾਨ ਆਮ ਲੋਕਾਂ ਨੂੰ ਨਸ਼ਿਆਂ ਦੇ ਮਾੜੇ ਪ੍ਰਭਾਵ ਤੋਂ ਜਾਣੂ ਕਰਵਾਉਣ ਲਈ ਪ੍ਰਚਾਰ ਸਮੱਗਰੀ ਵੰਡੀ ਗਈ। ਜ਼ਿਲ੍ਹਾ ਕਾਨੂੰਨੀ ਸੇਵਾਵਾਂ ਅਥਾਰਟੀ ਦੇ ਮੈਂਬਰ ਸਕੱਤਰ ਨੇ ਦੱਸਿਆ ਕਿ ਨਸ਼ਾ ਪੀੜਤਾਂ ਦੀ ਮਦਦ ਲਈ ਟੋਲ ਫ੍ਰੀ ਨੰਬਰ 15100 ਉੱਤੇ ਸੰਪਰਕ ਕੀਤਾ ਜਾ ਸਕਦਾ ਹੈ। 06 ਜਨਵਰੀ, 2026 ਤੱਕ ਚੱਲਣ ਵਾਲੀ ਇਸ ਮੁਹਿੰਮ ਦੌਰਾਨ ਵੱਖ-ਵੱਖ ਪਿੰਡਾਂ ਅਤੇ ਸ਼ਹਿਰਾਂ ਵਿੱਚ ਸੈਮੀਨਾਰ ਲਗਾਏ ਜਾਣਗੇ। bbox=[22, 1479, 576, 1646]
story-teachers-salary bbox=[975, 1421, 1535, 1786]
story-ashwani-sharma-bjp bbox=[975, 596, 1535, 1055]
story-patiala-semen-ban bbox=[593, 1707, 958, 2026]
story-sunny-enclave-mp bbox=[975, 1066, 1535, 1408]
photo-police-press-conference bbox=[30, 169, 366, 357]
byline-tag: ਪੰਜਾਬ ਟਾਇਮਜ਼ ਵਿਸ਼ੇਸ਼ bbox=[405, 1462, 516, 1474]
photo-campaign-gathering bbox=[1261, 169, 1527, 373]
story-body: ਮਾਲੇਰਕੋਟਲਾ, 8 ਦਸੰਬਰ (ਮਹਿੰਦਰ ਸ਼ਰਮਾ)- ਆਰਮਡ ਫੋਰਸਿਜ਼ ਫਲੈਗ ਡੇ ਦੇ ਮੌਕੇ 'ਤੇ ਮਾਲੇਰਕੋਟਲਾ ਕਲੱਬ ਵਿਖੇ 12 ਦਸੰਬਰ ਨੂੰ ਸ਼ਹੀਦਾਂ ਦੇ ਪਰਿਵਾਰਾਂ ਨੂੰ ਸਨਮਾਨਿਤ ਕਰਨ ਲਈ ਇੱਕ ਵਿਸ਼ੇਸ਼ ਪ੍ਰੋਗਰਾਮ ਕਰਵਾਇਆ ਜਾਵੇਗਾ। ਇਸ ਬਾਰੇ ਜਾਣਕਾਰੀ ਦਿੰਦਿਆਂ ਪ੍ਰਬੰਧਕਾਂ ਨੇ ਦੱਸਿਆ ਕਿ ਇਸ ਪ੍ਰੋਗਰਾਮ ਵਿੱਚ 1965 ਅਤੇ 1971 ਦੀਆਂ ਜੰਗਾਂ ਸਮੇਤ ਦੇਸ਼ ਦੀ ਰੱਖਿਆ ਲਈ ਕੁਰਬਾਨੀਆਂ ਦੇਣ ਵਾਲੇ ਸ਼ਹੀਦਾਂ ਦੇ ਪਰਿਵਾਰਾਂ ਨੂੰ ਸਨਮਾਨਿਤ ਕੀਤਾ ਜਾਵੇਗਾ। ਉਨ੍ਹਾਂ ਇਲਾਕਾ ਨਿਵਾਸੀਆਂ ਨੂੰ ਵੱਡੀ ਗਿਣਤੀ ਵਿੱਚ ਸ਼ਾਮਲ ਹੋਣ ਦੀ ਅਪੀਲ ਕੀਤੀ। bbox=[593, 2263, 958, 2353]
story-body: ਤਰਨ ਤਾਰਨ, 8 ਦਸੰਬਰ (ਹਰਪਾਲ ਸਿੰਘ ਲਾਡੂ ਘੁੰਮਣ)- ਪੰਜਾਬ ਰਾਜ ਕਾਨੂੰਨੀ ਸੇਵਾਵਾਂ ਅਥਾਰਟੀ ਦੇ ਦਿਸ਼ਾ ਨਿਰਦੇਸ਼ਾਂ ਅਨੁਸਾਰ ਜ਼ਿਲ੍ਹਾ ਅਤੇ ਸੈਸ਼ਨਜ਼ ਜੱਜ ਦੀ ਅਗਵਾਈ ਹੇਠ ਜ਼ਿਲ੍ਹਾ ਕਾਨੂੰਨੀ ਸੇਵਾਵਾਂ ਅਥਾਰਟੀ ਤਰਨ ਤਾਰਨ ਵੱਲੋਂ ਨਸ਼ਿਆਂ ਵਿਰੁੱਧ ਜਾਗਰੂਕਤਾ ਮੁਹਿੰਮ ਸ਼ੁਰੂ ਕੀਤੀ ਗਈ। ਇਸ ਮੁਹਿੰਮ ਤਹਿਤ ਸਕੂਲਾਂ, ਕਾਲਜਾਂ ਅਤੇ ਪਿੰਡਾਂ ਵਿੱਚ ਸੈਮੀਨਾਰ ਕਰਵਾ ਕੇ ਵਿਦਿਆਰਥੀਆਂ ਅਤੇ ਆਮ ਲੋਕਾਂ ਨੂੰ ਨਸ਼ਿਆਂ ਦੇ ਮਾੜੇ ਪ੍ਰਭਾਵਾਂ ਬਾਰੇ ਜਾਣੂ ਕਰਵਾਇਆ ਜਾ ਰਿਹਾ ਹੈ। ਸਿਵਲ ਜੱਜ ਸੀਨੀਅਰ ਡਵੀਜ਼ਨ-ਕਮ-ਸਕੱਤਰ ਨੇ ਕਿਹਾ ਕਿ ਨਸ਼ਾ ਸਮਾਜ ਲਈ ਇੱਕ ਵੱਡੀ ਚੁਣੌਤੀ ਹੈ ਅਤੇ ਇਸ ਨੂੰ ਖਤਮ ਕਰਨ ਲਈ ਹਰ ਨਾਗਰਿਕ ਨੂੰ ਆਪਣਾ ਯੋਗਦਾਨ ਪਾਉਣਾ ਚਾਹੀਦਾ ਹੈ। bbox=[975, 1884, 1214, 2050]
photo-award-ceremony bbox=[22, 1113, 358, 1286]
headline: ਲੋਕਾਂ ਨੂੰ ਨਸ਼ਿਆਂ ਦੇ ਮਾੜੇ ਪ੍ਰਭਾਵ ਤੋਂ ਜਾਣੂ ਕਰਵਾਉਣ ਲਈ ਵੰਡੀ ਪ੍ਰਚਾਰ ਸਮੱਗਰੀ bbox=[22, 1394, 531, 1451]
byline-tag: ਪੰਜਾਬ ਟਾਇਮਜ਼ ਵਿਸ਼ੇਸ਼ bbox=[975, 673, 1086, 685]
story-body: ਸ਼ਾਹਕੋਟ/ਮਲਸੀਆਂ, 8 ਦਸੰਬਰ (ਸੁਰਿੰਦਰ ਸਿੰਘ ਖਾਲਸਾ)- ਡੀ.ਐਸ.ਪੀ ਸ਼ਾਹਕੋਟ ਸੁਖਪਾਲ ਸਿੰਘ ਨੇ ਪ੍ਰੈਸ ਕਾਨਫਰੰਸ ਨੂੰ ਸੰਬੋਧਨ ਕਰਦਿਆਂ ਦੱਸਿਆ ਕਿ ਪਿੰਡ ਕੋਟਲੀ ਗਾਜਰਾਂ ਵਿਖੇ ਕਿਸਾਨ ਦੀ ਮੋਟਰ 'ਤੇ 6 ਦਸੰਬਰ ਨੂੰ ਆਪਣੀ ਪਤਨੀ ਨੂੰ ਮਾਰਕੇ ਫ਼ਰਾਰ ਹੋਏ ਪ੍ਰਵਾਸੀ ਮਜ਼ਦੂਰ ਨੂੰ ਪੁਲਿਸ ਨੇ 12 ਘੰਟਿਆਂ 'ਚ ਹੀ ਗ੍ਰਿਫਤਾਰ ਕਰ ਲਿਆ ਹੈ। ਉਨ੍ਹਾਂ ਦੱਸਿਆ ਕਿ ਗ੍ਰਿਫਤਾਰ ਕੀਤੇ ਪ੍ਰਵਾਸੀ ਮਜ਼ਦੂਰ ਮੰਨਾ ਕਾਂਤੀ 30 ਪੁੱਤਰ ਸ਼ੰਭੂ ਕਾਂਤੀ ਵਾਸੀ ਕਿਸ਼ਨਪੁਰ ਸੁਭਮ ਜ਼ਿਲ੍ਹਾ ਸਰਸਾ (ਬਿਹਾਰ) ਨੇ ਪੁੱਛ ਗਿੱਛ ਦੌਰਾਨ ਦੱਸਿਆ ਕਿ ਉਹ ਕੁਝ ਦਿਨ ਪਹਿਲਾਂ ਆਪਣੀ ਪਤਨੀ ਨਾਲ ਝਗੜਾ ਹੋਇਆ ਸੀ। ਡੀ.ਐਸ.ਪੀ ਸ਼ਾਹਕੋਟ ਨੇ ਅੱਗੇ ਦੱਸਿਆ ਕਿ ਥਾਣਾ ਸ਼ਾਹਕੋਟ ਦੀ ਪੁਲਿਸ ਟੀਮ ਵੱਲੋਂ ਤਕਨੀਕੀ ਸਹਾਇਤਾ ਨਾਲ ਦੋਸ਼ੀ ਨੂੰ ਕਾਬੂ ਕੀਤਾ ਗਿਆ ਅਤੇ ਮਾਮਲਾ ਦਰਜ ਕਰਕੇ ਅਗਲੇਰੀ ਕਾਰਵਾਈ ਸ਼ੁਰੂ ਕਰ ਦਿੱਤੀ ਹੈ। ਉਨ੍ਹਾਂ ਕਿਹਾ ਕਿ ਮੁਲਜ਼ਮ ਨੂੰ ਅਦਾਲਤ ਵਿੱਚ ਪੇਸ਼ ਕਰਕੇ ਰਿਮਾਂਡ ਹਾਸਲ ਕੀਤਾ ਜਾਵੇਗਾ। ਪਿੰਡ ਕੋਟਲੀ ਗਾਜਰਾਂ ਦੇ ਵਿਚ ਵਸਨੀਕਾਂ ਨੇ ਪੁਲਿਸ ਦੀ ਇਸ ਕਾਰਵਾਈ ਦੀ ਸ਼ਲਾਘਾ ਕੀਤੀ ਹੈ। bbox=[30, 384, 568, 489]
story-jeetmohinder-sidhu bbox=[975, 87, 1535, 585]
headline: ਐੱਸ ਡੀ ਐੱਮ ਪਾਤੜਾਂ ਵੱਲੋਂ ਜ਼ਿਲ੍ਹਾ ਪ੍ਰੀਸ਼ਦ ਅਤੇ ਬਲਾਕ ਸੰਮਤੀ ਚੋਣਾਂ ਪਾਰਦਰਸ਼ੀ ਢੰਗ ਨਾਲ ਨੇਪਰੇ ਚਾੜ੍ਹਨ ਦੇ ਹੁਕਮ bbox=[593, 534, 950, 666]
logo-text: ਪੰਜਾਬ ਟਾਇਮਜ਼ bbox=[75, 20, 220, 47]
